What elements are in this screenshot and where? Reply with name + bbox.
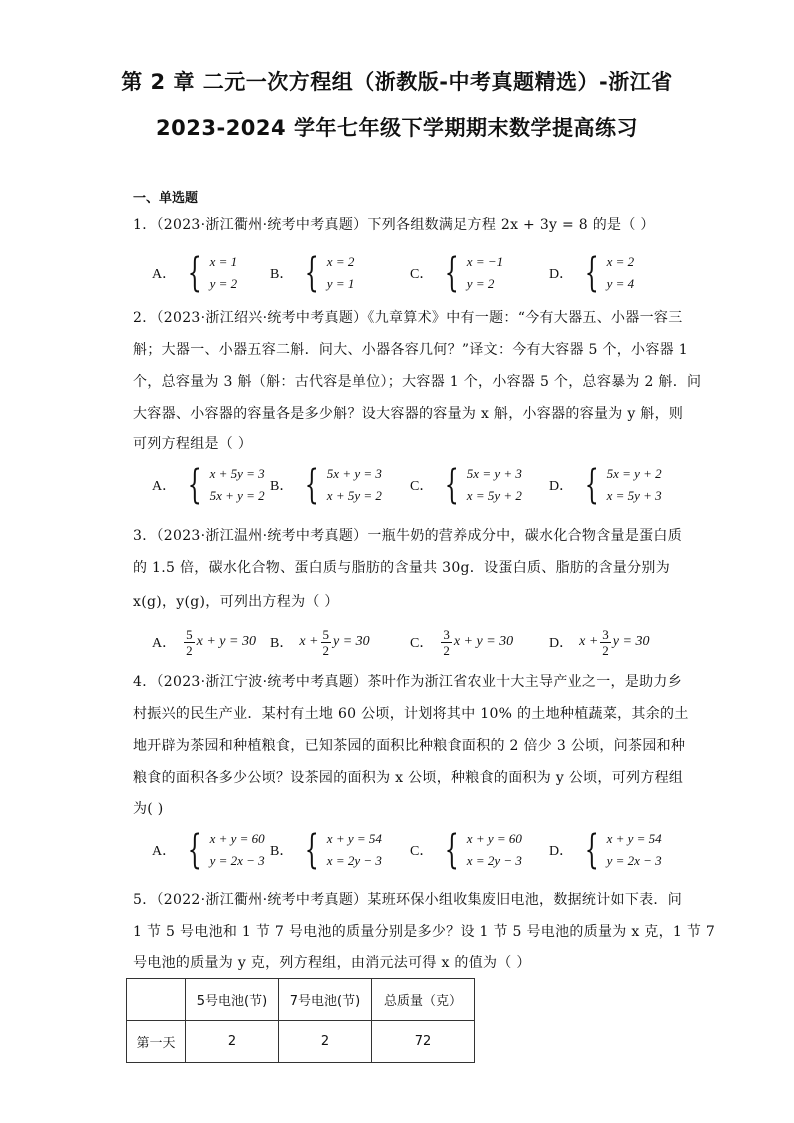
equation: y = 4	[606, 276, 635, 291]
numerator: 5	[322, 626, 330, 642]
equation-system	[327, 254, 355, 292]
denominator: 2	[602, 642, 609, 658]
brace-symbol: {	[445, 827, 460, 873]
option-b[interactable]	[270, 251, 354, 295]
table-header-cell: 5号电池(节)	[186, 979, 279, 1021]
question-3-options	[152, 620, 672, 664]
equation-system	[327, 466, 382, 504]
denominator: 2	[322, 642, 330, 658]
option-label: C．	[410, 267, 434, 282]
option-label: A．	[152, 636, 177, 651]
denominator: 2	[443, 642, 450, 658]
equation-prefix: x +	[299, 634, 319, 649]
brace-symbol: {	[584, 250, 599, 296]
option-label: B．	[270, 636, 294, 651]
table-header-cell	[127, 979, 186, 1021]
question-4-options	[152, 828, 672, 872]
equation: x = 2	[326, 254, 355, 269]
option-d[interactable]	[549, 251, 634, 295]
question-2-line: 2．（2023·浙江绍兴·统考中考真题）《九章算术》中有一题：“今有大器五、小器一容三	[133, 310, 683, 326]
option-label: C．	[410, 844, 434, 859]
question-4-line: 地开辟为茶园和种植粮食，已知茶园的面积比种粮食面积的 2 倍少 3 公顷，问茶园和种	[133, 738, 686, 754]
equation-system	[467, 831, 522, 869]
question-3-line: x(g)，y(g)，可列出方程为（ ）	[133, 594, 339, 610]
option-b[interactable]	[270, 828, 382, 872]
question-3-line: 3．（2023·浙江温州·统考中考真题）一瓶牛奶的营养成分中，碳水化合物含量是蛋白质	[133, 528, 683, 544]
numerator: 3	[443, 626, 450, 642]
option-label: D．	[549, 636, 574, 651]
equation: x = 2y − 3	[326, 853, 382, 868]
option-label: A．	[152, 479, 177, 494]
equation-system	[210, 254, 238, 292]
brace-symbol: {	[584, 462, 599, 508]
option-label: D．	[549, 844, 574, 859]
equation-suffix: x + y = 30	[196, 634, 256, 649]
table-header-row	[127, 979, 475, 1021]
fraction	[321, 627, 332, 658]
option-label: A．	[152, 844, 177, 859]
brace-symbol: {	[187, 250, 202, 296]
numerator: 5	[186, 626, 193, 642]
brace-symbol: {	[584, 827, 599, 873]
question-2-options	[152, 463, 672, 507]
question-2-line: 斛；大器一、小器五容二斛．问大、小器各容几何？”译文：今有大容器 5 个，小容器 1	[133, 342, 688, 358]
brace-symbol: {	[187, 827, 202, 873]
table-header-cell: 总质量（克）	[372, 979, 475, 1021]
brace-symbol: {	[305, 827, 320, 873]
equation-system	[467, 466, 522, 504]
option-label: C．	[410, 479, 434, 494]
equation: x + y = 54	[606, 831, 662, 846]
option-label: D．	[549, 479, 574, 494]
option-b[interactable]	[270, 620, 370, 664]
equation-suffix: y = 30	[612, 634, 650, 649]
table-row	[127, 1021, 475, 1063]
equation: y = 2x − 3	[606, 853, 662, 868]
option-c[interactable]	[410, 620, 513, 664]
fraction	[600, 627, 611, 658]
numerator: 3	[602, 626, 609, 642]
option-d[interactable]	[549, 620, 649, 664]
question-4-line: 4．（2023·浙江宁波·统考中考真题）茶叶作为浙江省农业十大主导产业之一，是助力乡	[133, 674, 683, 690]
brace-symbol: {	[305, 250, 320, 296]
option-a[interactable]	[152, 251, 237, 295]
option-a[interactable]	[152, 828, 265, 872]
question-4-line: 村振兴的民生产业．某村有土地 60 公顷，计划将其中 10% 的土地种植蔬菜，其余的土	[133, 706, 689, 722]
question-3-line: 的 1.5 倍，碳水化合物、蛋白质与脂肪的含量共 30g．设蛋白质、脂肪的含量分别为	[133, 560, 670, 576]
equation: x + 5y = 2	[326, 488, 382, 503]
brace-symbol: {	[305, 462, 320, 508]
equation: x + y = 60	[466, 831, 522, 846]
equation: 5x + y = 3	[326, 466, 382, 481]
equation: x = 2	[606, 254, 635, 269]
brace-symbol: {	[445, 462, 460, 508]
equation: x = 1	[209, 254, 238, 269]
brace-symbol: {	[187, 462, 202, 508]
option-d[interactable]	[549, 828, 662, 872]
equation: x + y = 60	[209, 831, 265, 846]
battery-data-table	[126, 978, 475, 1063]
equation-suffix: x + y = 30	[453, 634, 514, 649]
question-2-line: 可列方程组是（ ）	[133, 436, 253, 452]
equation-system	[607, 831, 662, 869]
equation: x = −1	[466, 254, 504, 269]
equation-system	[210, 466, 265, 504]
option-label: D．	[549, 267, 574, 282]
question-4-line: 粮食的面积各多少公顷？设茶园的面积为 x 公顷，种粮食的面积为 y 公顷，可列方程组	[133, 770, 684, 786]
section-heading: 一、单选题	[133, 191, 199, 206]
option-label: C．	[410, 636, 434, 651]
equation-system	[607, 466, 662, 504]
equation: x + y = 54	[326, 831, 382, 846]
equation-system	[210, 831, 265, 869]
brace-symbol: {	[445, 250, 460, 296]
table-header-cell: 7号电池(节)	[279, 979, 372, 1021]
equation: 5x = y + 2	[606, 466, 662, 481]
question-1-text: 1．（2023·浙江衢州·统考中考真题）下列各组数满足方程 2x + 3y = 8 的是（ ）	[133, 217, 655, 233]
question-5-line: 5．（2022·浙江衢州·统考中考真题）某班环保小组收集废旧电池，数据统计如下表．问	[133, 892, 683, 908]
option-a[interactable]	[152, 463, 265, 507]
equation-suffix: y = 30	[333, 634, 370, 649]
table-cell: 第一天	[127, 1021, 186, 1063]
equation: x = 5y + 3	[606, 488, 662, 503]
question-5-line: 1 节 5 号电池和 1 节 7 号电池的质量分别是多少？设 1 节 5 号电池的质量为 x 克，1 节 7	[133, 924, 716, 940]
option-c[interactable]	[410, 251, 503, 295]
option-label: B．	[270, 844, 294, 859]
equation: x = 2y − 3	[466, 853, 522, 868]
option-b[interactable]	[270, 463, 382, 507]
question-2-line: 个，总容量为 3 斛（斛：古代容是单位）；大容器 1 个，小容器 5 个，总容暴为 2 斛．问	[133, 374, 702, 390]
equation-system	[607, 254, 635, 292]
equation: 5x + y = 2	[209, 488, 265, 503]
option-a[interactable]	[152, 620, 256, 664]
equation: y = 2x − 3	[209, 853, 265, 868]
document-title-line-2: 2023-2024 学年七年级下学期期末数学提高练习	[156, 116, 638, 140]
option-label: B．	[270, 479, 294, 494]
question-5-line: 号电池的质量为 y 克，列方程组，由消元法可得 x 的值为（ ）	[133, 955, 531, 971]
equation: y = 2	[466, 276, 495, 291]
option-label: A．	[152, 267, 177, 282]
option-c[interactable]	[410, 463, 522, 507]
denominator: 2	[186, 642, 193, 658]
question-1-options	[152, 251, 672, 295]
equation-system	[327, 831, 382, 869]
option-label: B．	[270, 267, 294, 282]
fraction	[184, 627, 195, 658]
equation: x + 5y = 3	[209, 466, 265, 481]
question-4-line: 为( )	[133, 801, 164, 817]
table-cell: 2	[279, 1021, 372, 1063]
question-2-line: 大容器、小容器的容量各是多少斛？设大容器的容量为 x 斛，小容器的容量为 y 斛，则	[133, 406, 684, 422]
equation: 5x = y + 3	[466, 466, 522, 481]
option-c[interactable]	[410, 828, 522, 872]
document-title-line-1: 第 2 章 二元一次方程组（浙教版-中考真题精选）-浙江省	[121, 70, 673, 94]
fraction	[441, 627, 452, 658]
equation: y = 2	[209, 276, 238, 291]
equation: x = 5y + 2	[466, 488, 522, 503]
equation-system	[467, 254, 503, 292]
table-cell: 2	[186, 1021, 279, 1063]
equation-prefix: x +	[579, 634, 599, 649]
equation: y = 1	[326, 276, 355, 291]
table-cell: 72	[372, 1021, 475, 1063]
option-d[interactable]	[549, 463, 662, 507]
